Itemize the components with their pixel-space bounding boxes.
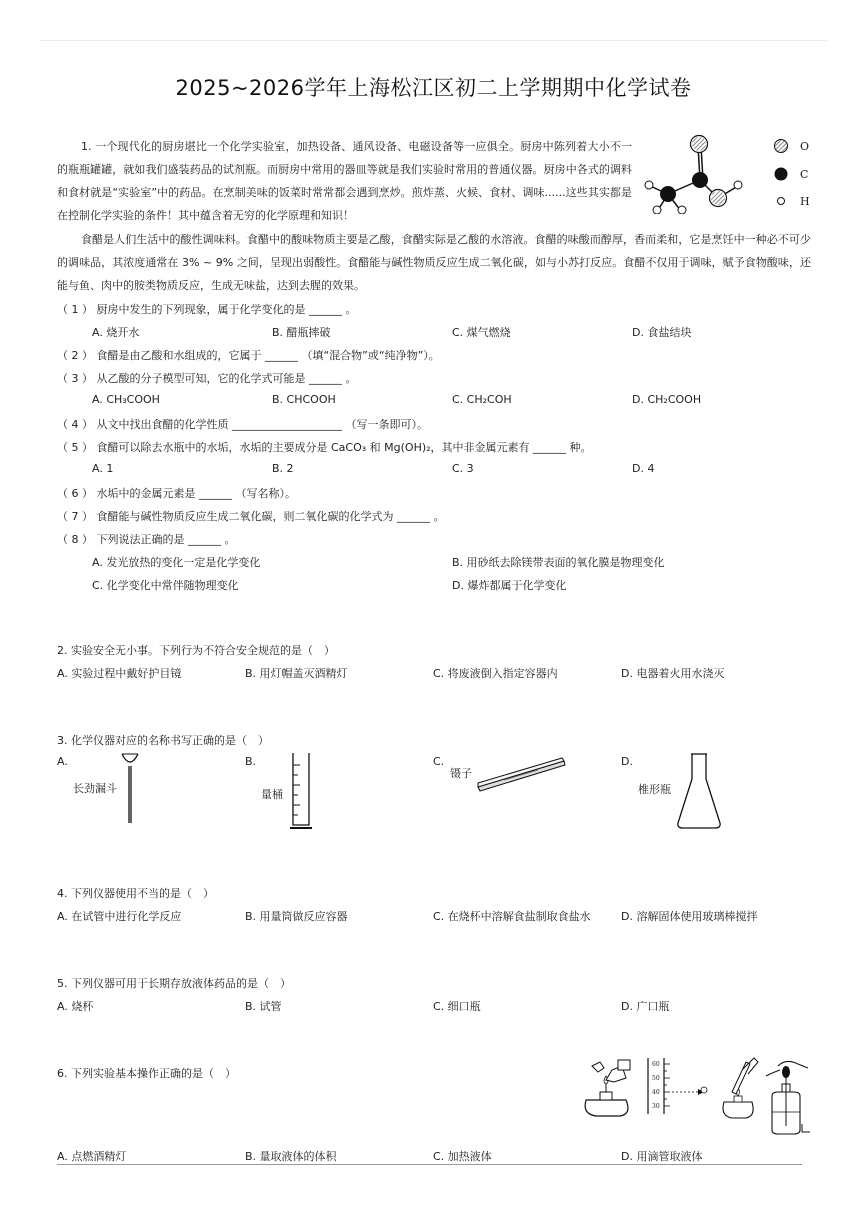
q1-sub1-stem: （ 1 ） 厨房中发生的下列现象，属于化学变化的是 ______ 。 [57,303,357,316]
q1-sub3-option-b[interactable]: B. CHCOOH [272,393,336,406]
q6-option-a[interactable]: A. 点燃酒精灯 [57,1150,127,1163]
q3-option-c-name: 镊子 [450,767,472,780]
q1-sub1-option-b[interactable]: B. 醋瓶摔破 [272,326,331,339]
q1-sub4-stem: （ 4 ） 从文中找出食醋的化学性质 ____________________ （写一条即可）。 [57,418,428,431]
legend-oxygen-label: O [800,140,810,153]
q1-sub1-option-a[interactable]: A. 烧开水 [92,326,140,339]
q6-stem: 6. 下列实验基本操作正确的是（ ） [57,1067,236,1080]
q1-sub5-option-b[interactable]: B. 2 [272,462,294,475]
q4-option-c[interactable]: C. 在烧杯中溶解食盐制取食盐水 [433,910,591,923]
q1-sub5-option-a[interactable]: A. 1 [92,462,114,475]
conical-flask-icon [675,751,723,831]
q1-sub5-stem: （ 5 ） 食醋可以除去水瓶中的水垢，水垢的主要成分是 CaCO₃ 和 Mg(OH)₂，其中非金属元素有 ______ 种。 [57,441,592,454]
q1-sub2-stem: （ 2 ） 食醋是由乙酸和水组成的，它属于 ______ （填“混合物”或“纯净物”）。 [57,349,440,362]
q1-sub3-stem: （ 3 ） 从乙酸的分子模型可知，它的化学式可能是 ______ 。 [57,372,357,385]
long-neck-funnel-icon [118,750,142,826]
q1-vinegar-paragraph: 食醋是人们生活中的酸性调味料。食醋中的酸味物质主要是乙酸，食醋实际是乙酸的水溶液。食醋的味酸而醇厚，香而柔和，它是烹饪中一种必不可少的调味品，其浓度通常在 3% ~ 9% 之间，呈现出弱酸性。食醋能与碱性物质反应生成二氧化碳，如与小苏打反应。食醋不仅用于调味，赋予食物酸味，还能与鱼、肉中的胺类物质反应，生成无味盐，达到去腥的效果。 [57,233,811,292]
q5-stem: 5. 下列仪器可用于长期存放液体药品的是（ ） [57,977,291,990]
q6-option-d[interactable]: D. 用滴管取液体 [621,1150,703,1163]
q1-sub3-option-c[interactable]: C. CH₂COH [452,393,512,406]
tweezers-icon [474,755,568,795]
q4-stem: 4. 下列仪器使用不当的是（ ） [57,887,214,900]
heating-liquid-illustration [712,1056,762,1120]
q6-option-c[interactable]: C. 加热液体 [433,1150,492,1163]
q1-sub1-option-c[interactable]: C. 煤气燃烧 [452,326,511,339]
q1-sub5-option-c[interactable]: C. 3 [452,462,474,475]
q1-sub8-option-b[interactable]: B. 用砂纸去除镁带表面的氧化膜是物理变化 [452,556,665,569]
q3-option-c-letter[interactable]: C. [433,755,445,768]
q5-option-b[interactable]: B. 试管 [245,1000,282,1013]
q1-intro-paragraph: 1. 一个现代化的厨房堪比一个化学实验室，加热设备、通风设备、电磁设备等一应俱全。厨房中陈列着大小不一的瓶瓶罐罐，就如我们盛装药品的试剂瓶。而厨房中常用的器皿等就是我们实验时常用的普通仪器。厨房中各式的调料和食材就是“实验室”中的药品。在烹制美味的饭菜时常常都会遇到烹炒。煎炸蒸、火候、食材、调味......这些其实都是在控制化学实验的条件！其中蕴含着无穷的化学原理和知识！ [57,140,632,222]
scale-label-60: 60 [652,1061,660,1068]
q3-option-d-name: 椎形瓶 [638,783,671,796]
q1-sub8-stem: （ 8 ） 下列说法正确的是 ______ 。 [57,533,236,546]
carbon-atom [692,172,708,188]
q5-option-d[interactable]: D. 广口瓶 [621,1000,670,1013]
cylinder-scale-labels [652,1058,660,1114]
q3-option-a-letter[interactable]: A. [57,755,68,768]
q3-option-b-name: 量桶 [261,788,283,801]
q1-sub8-option-a[interactable]: A. 发光放热的变化一定是化学变化 [92,556,261,569]
q2-option-b[interactable]: B. 用灯帽盖灭酒精灯 [245,667,348,680]
molecule-legend-symbols [774,138,788,210]
page-title: 2025~2026学年上海松江区初二上学期期中化学试卷 [175,76,692,100]
legend-hydrogen-label: H [800,195,810,208]
scale-label-30: 30 [652,1103,660,1110]
q2-option-c[interactable]: C. 将废液倒入指定容器内 [433,667,558,680]
q4-option-b[interactable]: B. 用量筒做反应容器 [245,910,348,923]
legend-carbon-label: C [800,168,809,181]
q1-sub3-option-a[interactable]: A. CH₃COOH [92,393,160,406]
acetic-acid-molecule-diagram [636,130,748,214]
q5-option-c[interactable]: C. 细口瓶 [433,1000,481,1013]
q4-option-a[interactable]: A. 在试管中进行化学反应 [57,910,182,923]
q2-stem: 2. 实验安全无小事。下列行为不符合安全规范的是（ ） [57,644,335,657]
q1-sub8-option-c[interactable]: C. 化学变化中常伴随物理变化 [92,579,239,592]
scale-label-40: 40 [652,1089,660,1096]
q5-option-a[interactable]: A. 烧杯 [57,1000,94,1013]
q1-sub8-option-d[interactable]: D. 爆炸都属于化学变化 [452,579,567,592]
carbon-atom [660,186,676,202]
q2-option-a[interactable]: A. 实验过程中戴好护目镜 [57,667,182,680]
graduated-cylinder-icon [288,751,314,831]
q3-option-a-name: 长劲漏斗 [73,782,117,795]
top-divider [40,40,827,41]
bottom-divider [57,1164,802,1165]
q1-sub1-option-d[interactable]: D. 食盐结块 [632,326,692,339]
q1-sub5-option-d[interactable]: D. 4 [632,462,655,475]
q3-option-b-letter[interactable]: B. [245,755,257,768]
q3-stem: 3. 化学仪器对应的名称书写正确的是（ ） [57,734,269,747]
q4-option-d[interactable]: D. 溶解固体使用玻璃棒搅拌 [621,910,758,923]
q3-option-d-letter[interactable]: D. [621,755,633,768]
q2-option-d[interactable]: D. 电器着火用水浇灭 [621,667,725,680]
q1-sub7-stem: （ 7 ） 食醋能与碱性物质反应生成二氧化碳，则二氧化碳的化学式为 ______ 。 [57,510,445,523]
q6-option-b[interactable]: B. 量取液体的体积 [245,1150,337,1163]
q1-sub6-stem: （ 6 ） 水垢中的金属元素是 ______ （写名称）。 [57,487,296,500]
lighting-alcohol-lamp-illustration [576,1056,640,1120]
scale-label-50: 50 [652,1075,660,1082]
dropper-illustration [764,1056,814,1136]
q1-sub3-option-d[interactable]: D. CH₂COOH [632,393,702,406]
